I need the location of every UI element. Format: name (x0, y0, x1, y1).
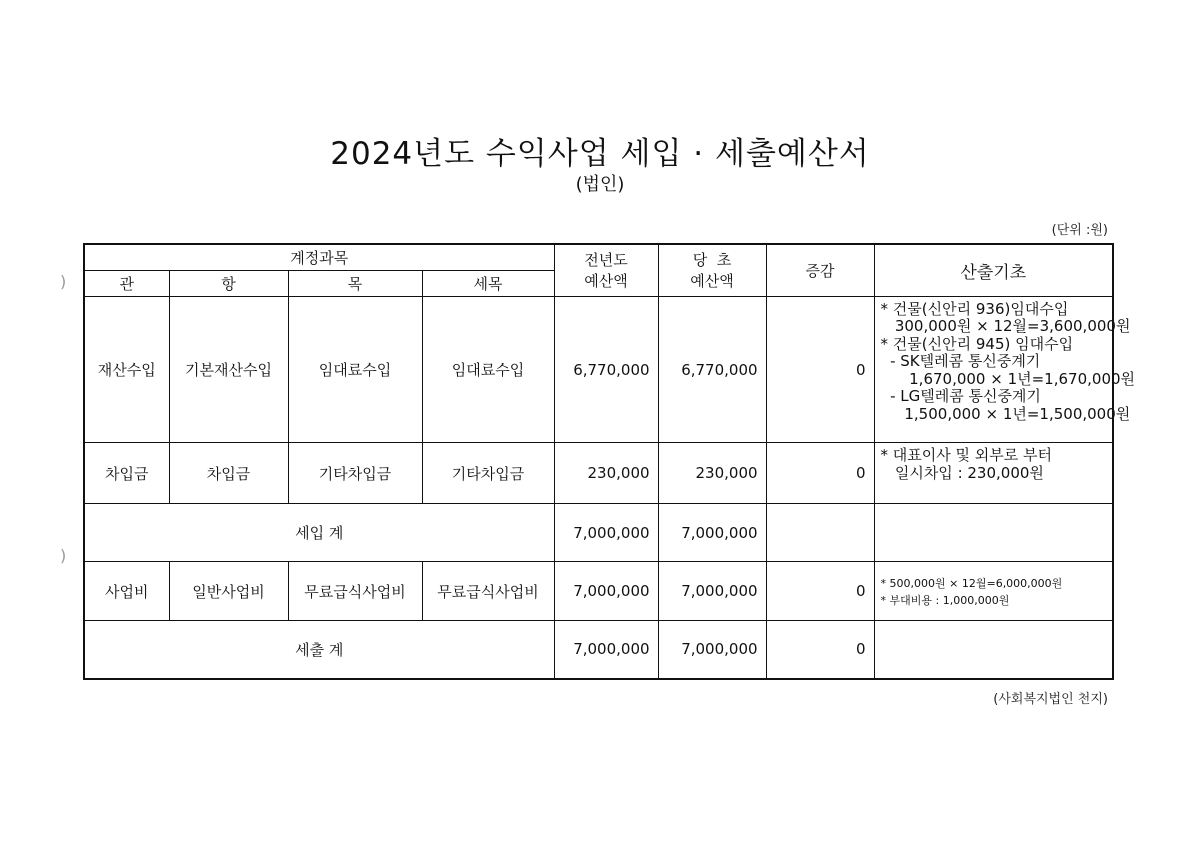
cell-hang: 기본재산수입 (169, 296, 288, 442)
cell-gwan: 사업비 (84, 562, 169, 621)
cell-semok: 임대료수입 (422, 296, 554, 442)
basis-line: * 건물(신안리 945) 임대수입 (880, 334, 1074, 353)
binding-mark: ) (60, 546, 67, 565)
cell-curr: 6,770,000 (658, 296, 766, 442)
revenue-subtotal-curr: 7,000,000 (658, 503, 766, 562)
expense-subtotal-prev: 7,000,000 (554, 620, 658, 679)
binding-mark: ) (60, 272, 67, 291)
header-curr-line1: 당 초 (692, 251, 732, 270)
revenue-subtotal-basis (874, 503, 1113, 562)
cell-basis (874, 562, 1113, 621)
basis-line: 일시차입 : 230,000원 (880, 463, 1044, 482)
header-semok: 세목 (422, 270, 554, 296)
cell-mok: 임대료수입 (288, 296, 422, 442)
cell-curr: 230,000 (658, 443, 766, 504)
cell-gwan: 차입금 (84, 443, 169, 504)
document-subtitle: (법인) (575, 174, 625, 195)
header-mok: 목 (288, 270, 422, 296)
header-account: 계정과목 (84, 244, 554, 270)
header-hang: 항 (169, 270, 288, 296)
expense-subtotal-curr: 7,000,000 (658, 620, 766, 679)
cell-prev: 7,000,000 (554, 562, 658, 621)
header-prev-line2: 예산액 (584, 272, 628, 291)
table-row (84, 443, 1113, 504)
expense-subtotal-basis (874, 620, 1113, 679)
expense-subtotal-row (84, 620, 1113, 679)
budget-table (83, 243, 1136, 680)
cell-prev: 6,770,000 (554, 296, 658, 442)
basis-line: * 500,000원 × 12월=6,000,000원 (880, 576, 1063, 590)
header-curr-line2: 예산액 (690, 272, 734, 291)
organization-label: (사회복지법인 천지) (993, 692, 1108, 707)
basis-line: 300,000원 × 12월=3,600,000원 (880, 317, 1131, 336)
cell-semok: 기타차입금 (422, 443, 554, 504)
table-row (84, 562, 1113, 621)
expense-subtotal-label: 세출 계 (84, 620, 554, 679)
document-title: 2024년도 수익사업 세입 · 세출예산서 (330, 136, 870, 172)
cell-hang: 차입금 (169, 443, 288, 504)
cell-change: 0 (766, 443, 874, 504)
basis-line: 1,500,000 × 1년=1,500,000원 (880, 404, 1131, 423)
header-gwan: 관 (84, 270, 169, 296)
revenue-subtotal-label: 세입 계 (84, 503, 554, 562)
cell-mok: 기타차입금 (288, 443, 422, 504)
header-change: 증감 (766, 244, 874, 296)
header-prev-line1: 전년도 (584, 251, 628, 270)
basis-line: - LG텔레콤 통신중계기 (880, 387, 1041, 406)
revenue-subtotal-prev: 7,000,000 (554, 503, 658, 562)
basis-line: * 대표이사 및 외부로 부터 (880, 446, 1053, 465)
revenue-subtotal-row (84, 503, 1113, 562)
header-curr-budget (658, 244, 766, 296)
basis-line: - SK텔레콤 통신중계기 (880, 352, 1041, 371)
cell-gwan: 재산수입 (84, 296, 169, 442)
revenue-subtotal-change (766, 503, 874, 562)
cell-hang: 일반사업비 (169, 562, 288, 621)
unit-label: (단위 :원) (1051, 223, 1108, 238)
header-basis: 산출기초 (874, 244, 1113, 296)
cell-basis (874, 296, 1136, 442)
cell-prev: 230,000 (554, 443, 658, 504)
basis-line: * 부대비용 : 1,000,000원 (880, 594, 1010, 608)
basis-line: 1,670,000 × 1년=1,670,000원 (880, 369, 1136, 388)
cell-semok: 무료급식사업비 (422, 562, 554, 621)
table-row (84, 296, 1113, 442)
cell-change: 0 (766, 296, 874, 442)
header-row (84, 244, 1113, 270)
cell-curr: 7,000,000 (658, 562, 766, 621)
cell-change: 0 (766, 562, 874, 621)
expense-subtotal-change: 0 (766, 620, 874, 679)
cell-basis (874, 443, 1113, 504)
basis-line: * 건물(신안리 936)임대수입 (880, 299, 1069, 318)
cell-mok: 무료급식사업비 (288, 562, 422, 621)
header-prev-budget (554, 244, 658, 296)
